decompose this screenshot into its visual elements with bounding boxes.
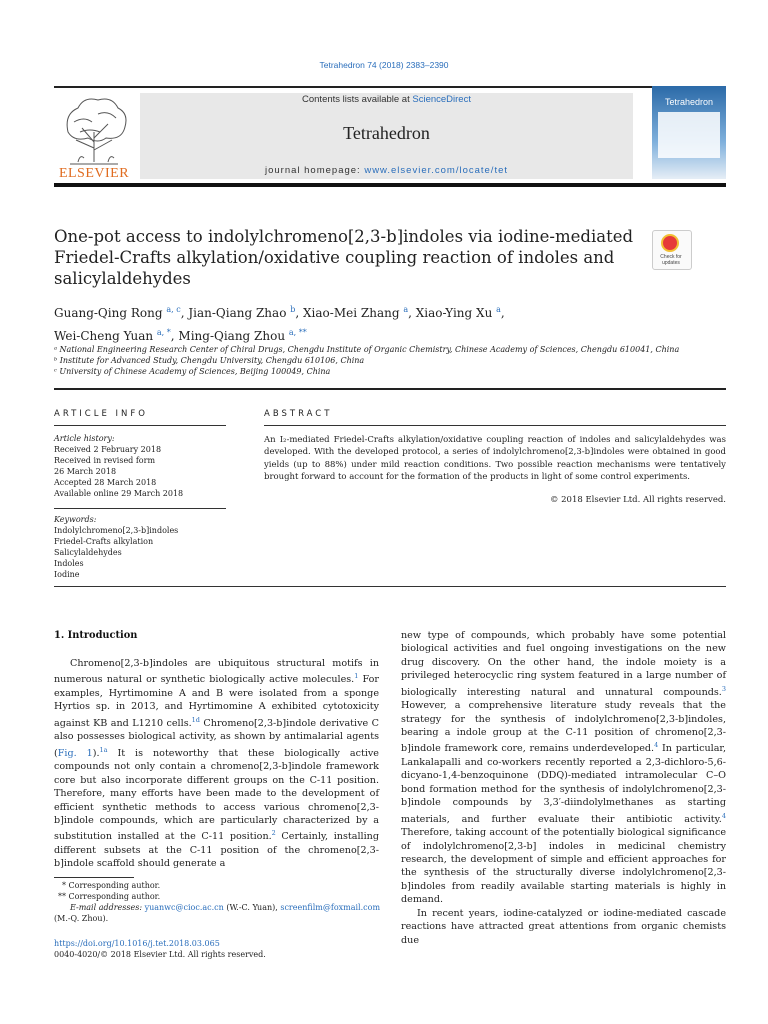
author-name[interactable]: Wei-Cheng Yuan [54, 329, 154, 343]
sciencedirect-link[interactable]: ScienceDirect [412, 94, 471, 105]
history-item: Received in revised form [54, 456, 156, 465]
reference-link[interactable]: 4 [654, 741, 659, 750]
reference-link[interactable]: 3 [721, 684, 726, 693]
journal-citation[interactable]: Tetrahedron 74 (2018) 2383–2390 [319, 60, 449, 70]
cover-graphic [658, 112, 720, 158]
publisher-wordmark: ELSEVIER [58, 166, 130, 181]
doi-block [54, 938, 384, 960]
history-item: 26 March 2018 [54, 467, 117, 476]
keywords-label: Keywords: [54, 515, 97, 524]
article-history [54, 433, 244, 499]
journal-name: Tetrahedron [343, 123, 430, 143]
body-column-left [54, 657, 379, 871]
section-rule [54, 388, 726, 390]
corresponding-author-note: * Corresponding author. [62, 881, 161, 890]
author-name[interactable]: Jian-Qiang Zhao [188, 306, 287, 320]
keyword: Indoles [54, 559, 84, 568]
abstract-heading: ABSTRACT [264, 409, 333, 419]
issn-copyright: 0040-4020/© 2018 Elsevier Ltd. All rights reserved. [54, 950, 266, 959]
article-info-heading: ARTICLE INFO [54, 409, 148, 419]
journal-homepage [140, 165, 633, 176]
author-affil-mark[interactable]: a, * [156, 328, 171, 337]
author-affil-mark[interactable]: b [290, 305, 296, 314]
reference-link[interactable]: 1a [99, 745, 108, 754]
footnote-rule [54, 877, 134, 878]
article-title: One-pot access to indolylchromeno[2,3-b]indoles via iodine-mediated Friedel-Crafts alkylation/oxidative coupling reaction of indoles and salicylaldehydes [54, 227, 634, 288]
affiliation: ᵇ Institute for Advanced Study, Chengdu University, Chengdu 610106, China [54, 356, 365, 365]
reference-link[interactable]: 1d [191, 715, 200, 724]
author-name[interactable]: Ming-Qiang Zhou [178, 329, 286, 343]
email-owner: (M.-Q. Zhou). [54, 914, 109, 923]
author-list: Guang-Qing Rong $^{a, c}$, Jian-Qiang Zhao $^b$, Xiao-Mei Zhang $^a$, Xiao-Ying Xu $^a$, Wei-Cheng Yuan $^{a, *}$, Ming-Qiang Zhou $^{a, **}$ [54, 305, 505, 343]
author-name[interactable]: Xiao-Ying Xu [415, 306, 493, 320]
email-label: E-mail addresses: [70, 903, 145, 912]
paragraph: Chromeno[2,3-b]indoles are ubiquitous structural motifs in numerous natural or synthetic biologically active molecules.$^1$ For examples, Hyrtimomine A and B were isolated from a sponge Hyrtios sp. in 2013, and Hyrtimomine A exhibited cytotoxicity against KB and L1210 cells.$^{1d}$ Chromeno[2,3-b]indole derivative C also possesses biological activity, as shown by antimalarial agents (Fig. 1).$^{1a}$ It is noteworthy that these biologically active compounds not only contain a chromeno[2,3-b]indole framework core but also incorporate different groups on the C-11 position. Therefore, many efforts have been made to the development of efficient synthetic methods to access various chromeno[2,3-b]indole compounds, which are particularly characterized by a substitution installed at the C-11 position.$^2$ Certainly, installing different subsets at the C-11 position of the chromeno[2,3-b]indole scaffold should generate a [54, 658, 379, 870]
email-link[interactable]: screenfilm@foxmail.com [280, 903, 381, 912]
keyword: Salicylaldehydes [54, 548, 122, 557]
cover-title: Tetrahedron [664, 97, 714, 107]
author-affil-mark[interactable]: a, c [166, 305, 181, 314]
affiliations [54, 344, 714, 377]
corresponding-author-note: ** Corresponding author. [58, 892, 161, 901]
history-item: Accepted 28 March 2018 [54, 478, 157, 487]
abstract-end-rule [54, 586, 726, 587]
header-top-rule [54, 86, 726, 88]
reference-link[interactable]: 2 [271, 829, 276, 838]
author-name[interactable]: Guang-Qing Rong [54, 306, 163, 320]
author-affil-mark[interactable]: a [496, 305, 501, 314]
footnotes [54, 880, 384, 924]
article-info-rule [54, 425, 226, 426]
paragraph: new type of compounds, which probably have some potential biological activities and fuel ongoing investigations on the new drug discovery. On the other hand, the indole moiety is a privileged heterocyclic ring system featured in a large number of biologically interesting natural and unnatural compounds.$^3$ However, a comprehensive literature study reveals that the strategy for the synthesis of indolylchromeno[2,3-b]indoles, bearing a indole group at the C-11 position of chromeno[2,3-b]indole framework core, remains underdeveloped.$^4$ In particular, Lankalapalli and co-workers recently reported a 2,3-dichloro-5,6-dicyano-1,4-benzoquinone (DDQ)-mediated intramolecular C–O bond formation method for the synthesis of indolylchromeno[2,3-b]indole compounds by 3,3′-diindolylmethanes as starting materials, and further evaluate their antibiotic activity.$^4$ Therefore, taking account of the potentially biological significance of indolylchromeno[2,3-b] indoles in medicinal chemistry research, the development of simple and efficient approaches for the synthesis of the structurally diverse indolylchromeno[2,3-b]indoles from readily available starting materials is highly in demand. [401, 630, 727, 906]
affiliation: ᶜ University of Chinese Academy of Sciences, Beijing 100049, China [54, 367, 331, 376]
check-for-updates-label: Check for updates [660, 254, 682, 266]
email-owner: (W.-C. Yuan), [223, 903, 281, 912]
history-label: Article history: [54, 434, 115, 443]
keywords-rule [54, 508, 226, 509]
abstract-copyright: © 2018 Elsevier Ltd. All rights reserved. [549, 495, 726, 505]
figure-link[interactable]: Fig. 1 [57, 748, 93, 759]
contents-prefix: Contents lists available at [302, 94, 413, 105]
author-affil-mark[interactable]: a, ** [288, 328, 307, 337]
keyword: Friedel-Crafts alkylation [54, 537, 154, 546]
body-column-right [401, 629, 726, 947]
doi-link[interactable]: https://doi.org/10.1016/j.tet.2018.03.065 [54, 939, 220, 948]
header-bottom-rule [54, 183, 726, 187]
check-for-updates-icon [661, 234, 679, 252]
author-name[interactable]: Xiao-Mei Zhang [303, 306, 400, 320]
affiliation: ᵃ National Engineering Research Center of Chiral Drugs, Chengdu Institute of Organic Chemistry, Chinese Academy of Sciences, Chengdu 610041, China [54, 345, 680, 354]
section-heading-introduction: 1. Introduction [54, 630, 138, 641]
author-affil-mark[interactable]: a [403, 305, 409, 314]
homepage-prefix: journal homepage: [264, 165, 365, 176]
contents-availability [140, 94, 633, 105]
abstract-rule [264, 425, 726, 426]
keywords [54, 514, 244, 580]
abstract-text: An I₂-mediated Friedel-Crafts alkylation/oxidative coupling reaction of indoles and salicylaldehydes was developed. With the developed protocol, a series of indolylchromeno[2,3-b]indoles were obtained in good yields (up to 88%) under mild reaction conditions. Two possible reaction mechanisms were tentatively brought forward to account for the formation of the products in light of some control experiments. [264, 435, 726, 482]
reference-link[interactable]: 4 [721, 811, 726, 820]
homepage-link[interactable]: www.elsevier.com/locate/tet [364, 165, 509, 176]
history-item: Received 2 February 2018 [54, 445, 162, 454]
keyword: Iodine [54, 570, 80, 579]
keyword: Indolylchromeno[2,3-b]indoles [54, 526, 179, 535]
email-link[interactable]: yuanwc@cioc.ac.cn [144, 903, 224, 912]
paragraph: In recent years, iodine-catalyzed or iodine-mediated cascade reactions have attracted great attentions from organic chemists due [401, 907, 726, 946]
history-item: Available online 29 March 2018 [54, 489, 184, 498]
reference-link[interactable]: 1 [354, 672, 359, 681]
